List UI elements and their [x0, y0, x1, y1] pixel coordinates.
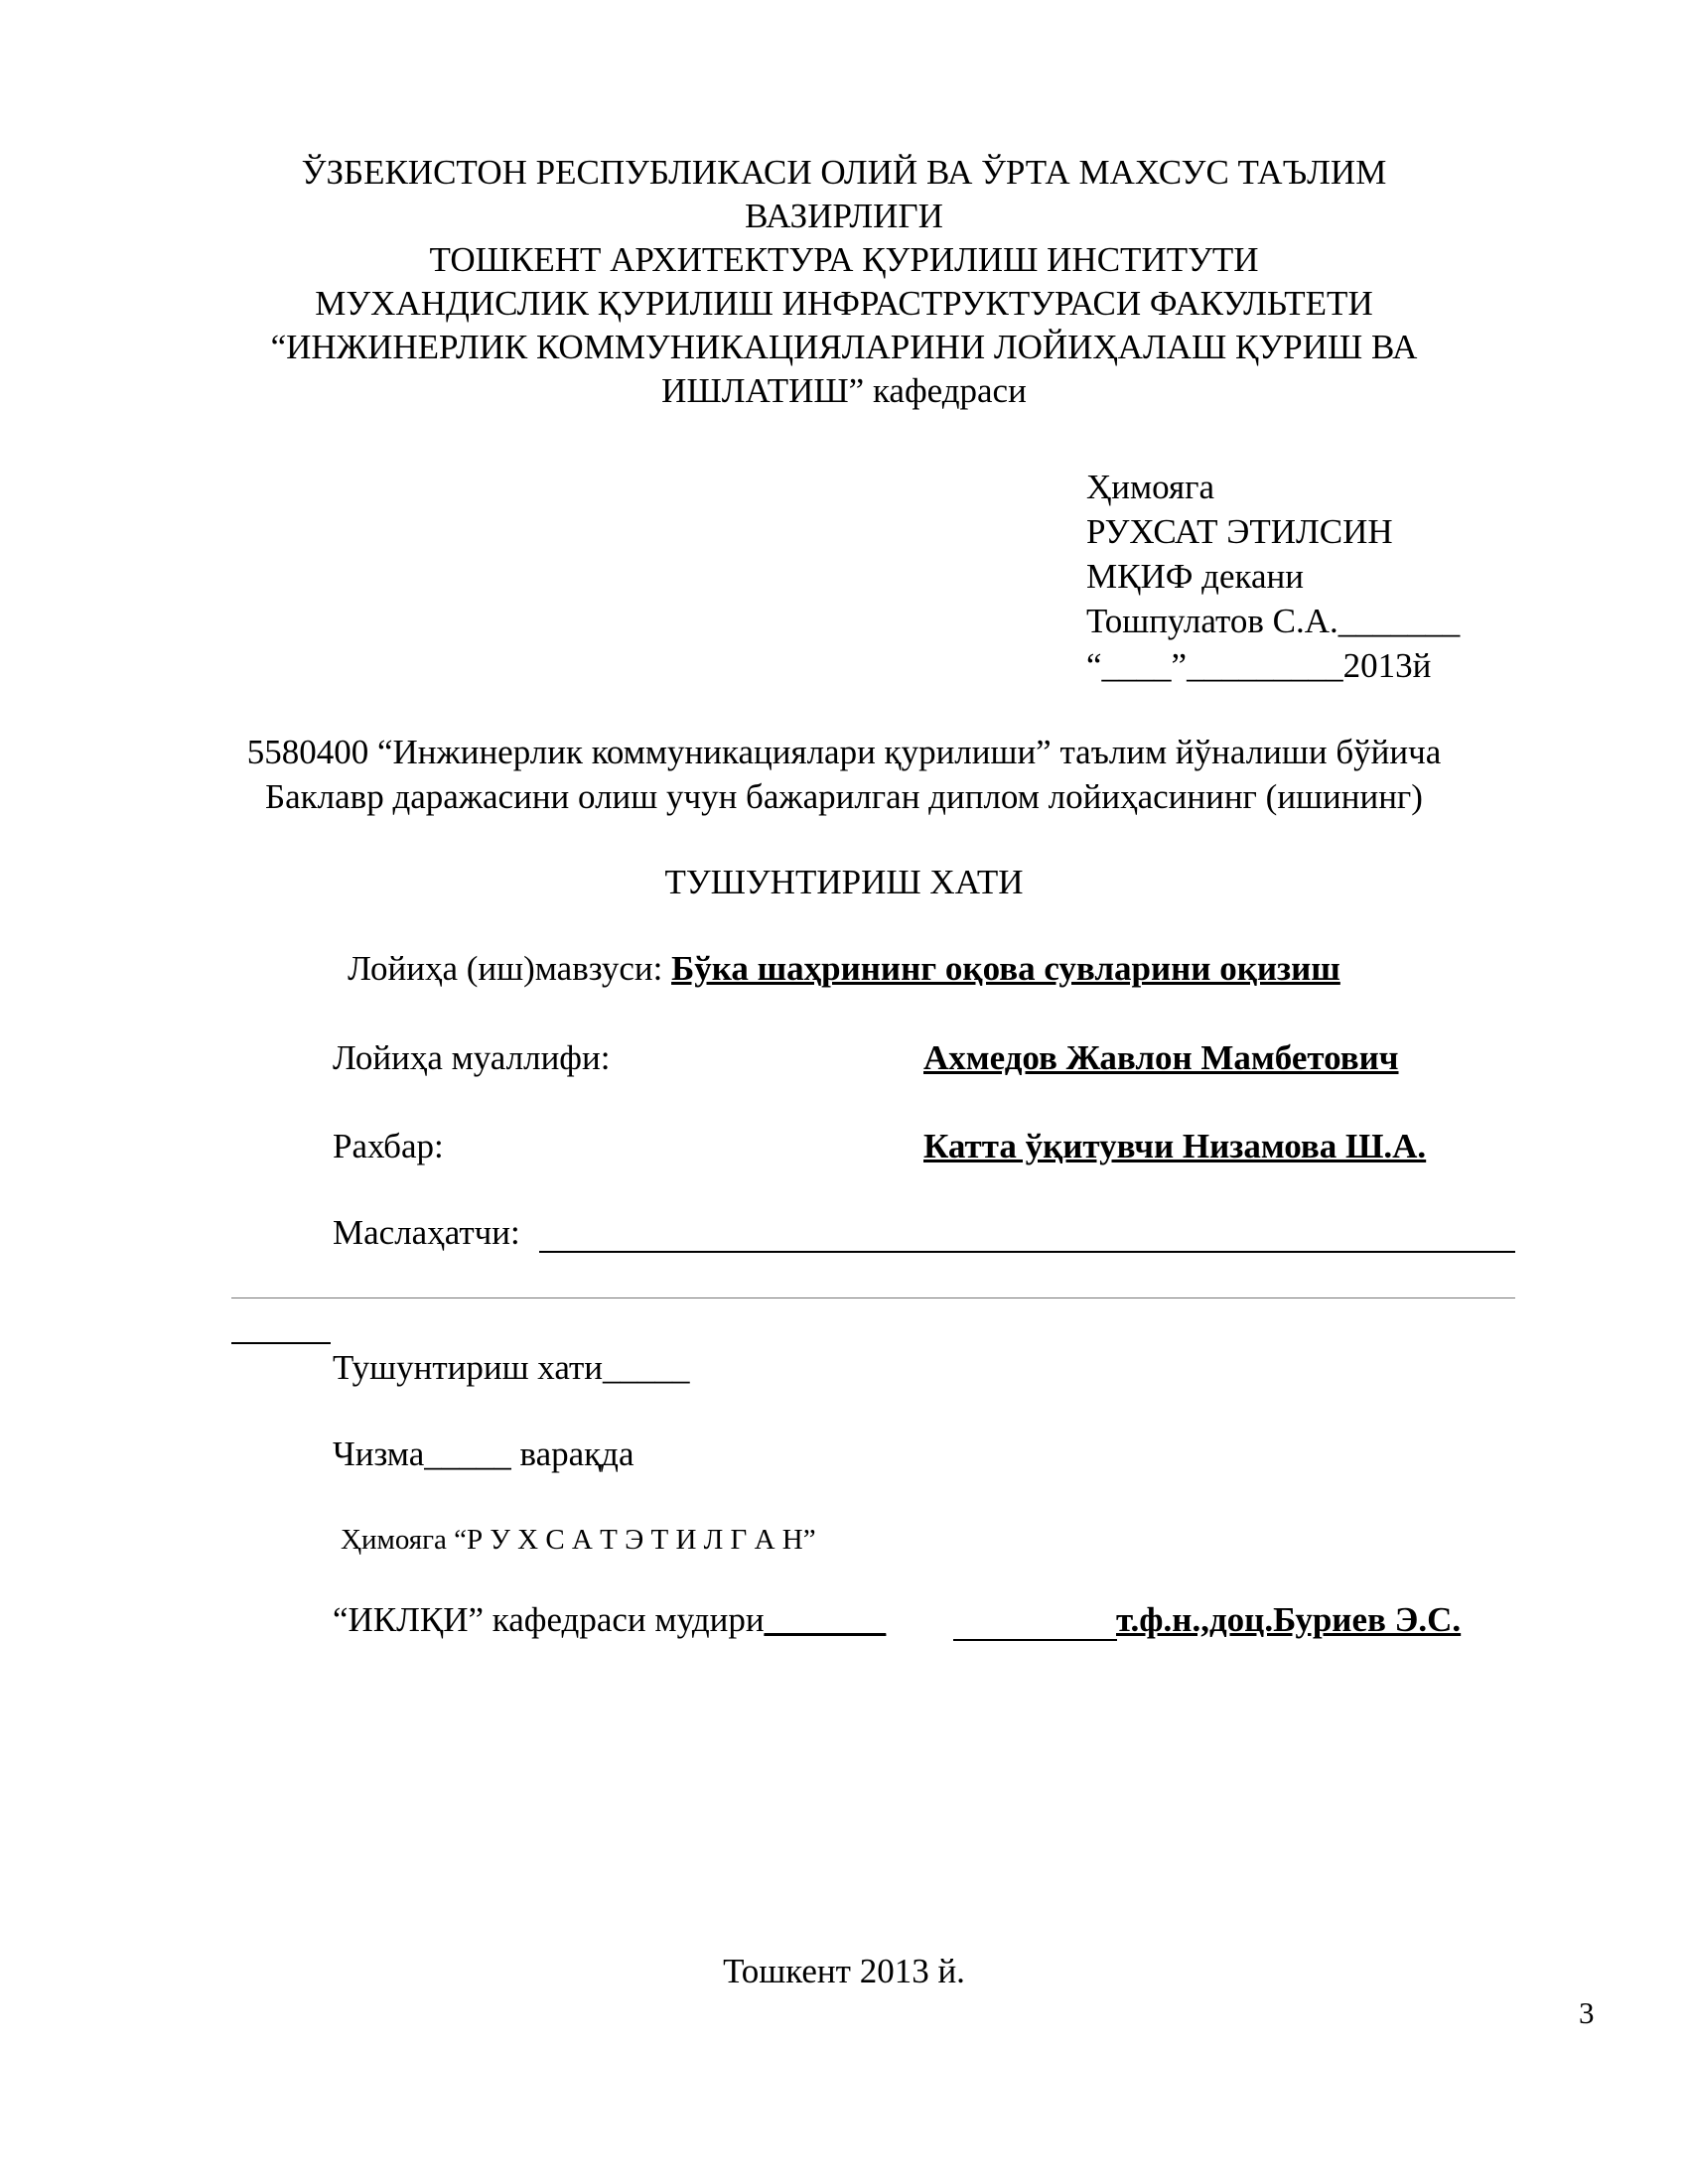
approved-label: Ҳимояга “Р У Х С А Т Э Т И Л Г А Н” — [341, 1524, 816, 1556]
page-number: 3 — [1579, 1995, 1595, 2030]
approval-date-line: “____”_________2013й — [1086, 646, 1432, 685]
approval-line: МҚИФ декани — [1086, 557, 1304, 596]
approval-line: Ҳимояга — [1086, 468, 1214, 506]
head-of-dept-row — [333, 1600, 886, 1640]
head-of-dept-name: т.ф.н.,доц.Буриев Э.С. — [1116, 1600, 1462, 1639]
header-line: ИШЛАТИШ” кафедраси — [661, 371, 1027, 410]
consultant-blank-line — [539, 1251, 1515, 1253]
approval-block — [1086, 465, 1460, 688]
author-value: Ахмедов Жавлон Мамбетович — [923, 1038, 1399, 1077]
approval-signature-line: Тошпулатов С.А._______ — [1086, 602, 1461, 640]
short-blank-line — [231, 1342, 331, 1344]
signature-blank: _______ — [764, 1600, 887, 1639]
head-of-dept-label: “ИКЛҚИ” кафедраси мудири — [333, 1600, 765, 1639]
separator-line — [231, 1297, 1515, 1298]
document-title: ТУШУНТИРИШ ХАТИ — [664, 863, 1024, 901]
approval-line: РУХСАТ ЭТИЛСИН — [1086, 512, 1393, 551]
header-line: ВАЗИРЛИГИ — [745, 197, 943, 235]
purpose-line: Баклавр даражасини олиш учун бажарилган диплом лойиҳасининг (ишининг) — [265, 777, 1423, 816]
purpose-line: 5580400 “Инжинерлик коммуникациялари қурилиши” таълим йўналиши бўйича — [246, 733, 1442, 771]
purpose-block — [0, 730, 1688, 819]
header-line: МУХАНДИСЛИК ҚУРИЛИШ ИНФРАСТРУКТУРАСИ ФАКУЛЬТЕТИ — [315, 284, 1373, 323]
supervisor-label: Рахбар: — [333, 1127, 444, 1165]
supervisor-value: Катта ўқитувчи Низамова Ш.А. — [923, 1127, 1427, 1165]
explanatory-note-label: Тушунтириш хати_____ — [333, 1348, 690, 1387]
topic-row — [0, 949, 1688, 989]
topic-value: Бўка шаҳрининг оқова сувларини оқизиш — [671, 949, 1340, 988]
topic-label: Лойиҳа (иш)мавзуси: — [348, 949, 672, 988]
signature-gap-line — [953, 1639, 1117, 1641]
place-year: Тошкент 2013 й. — [723, 1952, 965, 1990]
header-block — [0, 151, 1688, 413]
drawings-label: Чизма_____ варақда — [333, 1434, 634, 1473]
header-line: “ИНЖИНЕРЛИК КОММУНИКАЦИЯЛАРИНИ ЛОЙИҲАЛАШ ҚУРИШ ВА — [270, 328, 1418, 366]
header-line: ТОШКЕНТ АРХИТЕКТУРА ҚУРИЛИШ ИНСТИТУТИ — [429, 240, 1259, 279]
consultant-label: Маслаҳатчи: — [333, 1213, 520, 1252]
author-label: Лойиҳа муаллифи: — [333, 1038, 611, 1077]
header-line: ЎЗБЕКИСТОН РЕСПУБЛИКАСИ ОЛИЙ ВА ЎРТА МАХСУС ТАЪЛИМ — [301, 153, 1387, 192]
